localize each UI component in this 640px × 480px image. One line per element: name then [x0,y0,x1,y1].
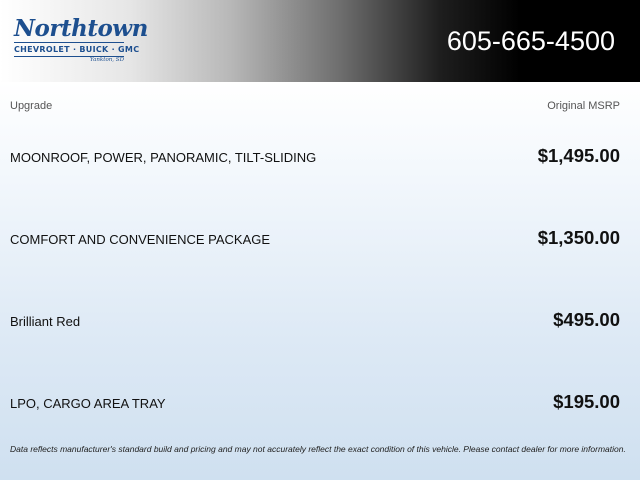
upgrade-row [0,309,640,333]
upgrade-description: LPO, CARGO AREA TRAY [10,396,166,411]
upgrade-row [0,145,640,169]
dealer-phone-number[interactable]: 605-665-4500 [446,26,615,56]
logo-brands-text: CHEVROLET · BUICK · GMC [14,45,140,54]
logo-divider [14,42,124,43]
dealer-logo[interactable] [12,15,148,66]
header-banner [0,0,640,82]
upgrade-row [0,391,640,415]
upgrade-price: $495.00 [553,309,620,330]
logo-city-text: Yankton, SD [89,57,124,63]
column-header-upgrade: Upgrade [10,100,53,112]
column-header-original-msrp: Original MSRP [547,100,620,112]
upgrade-description: COMFORT AND CONVENIENCE PACKAGE [10,232,271,247]
pricing-disclaimer: Data reflects manufacturer's standard build and pricing and may not accurately reflect the exact condition of this vehicle. Please contact dealer for more information. [10,444,626,454]
upgrade-description: MOONROOF, POWER, PANORAMIC, TILT-SLIDING [10,150,317,165]
logo-script-text: Northtown [14,15,148,42]
upgrade-description: Brilliant Red [10,314,81,329]
upgrade-row [0,227,640,251]
upgrade-price: $1,495.00 [537,145,620,166]
upgrade-price: $1,350.00 [537,227,620,248]
upgrade-price: $195.00 [553,391,620,412]
